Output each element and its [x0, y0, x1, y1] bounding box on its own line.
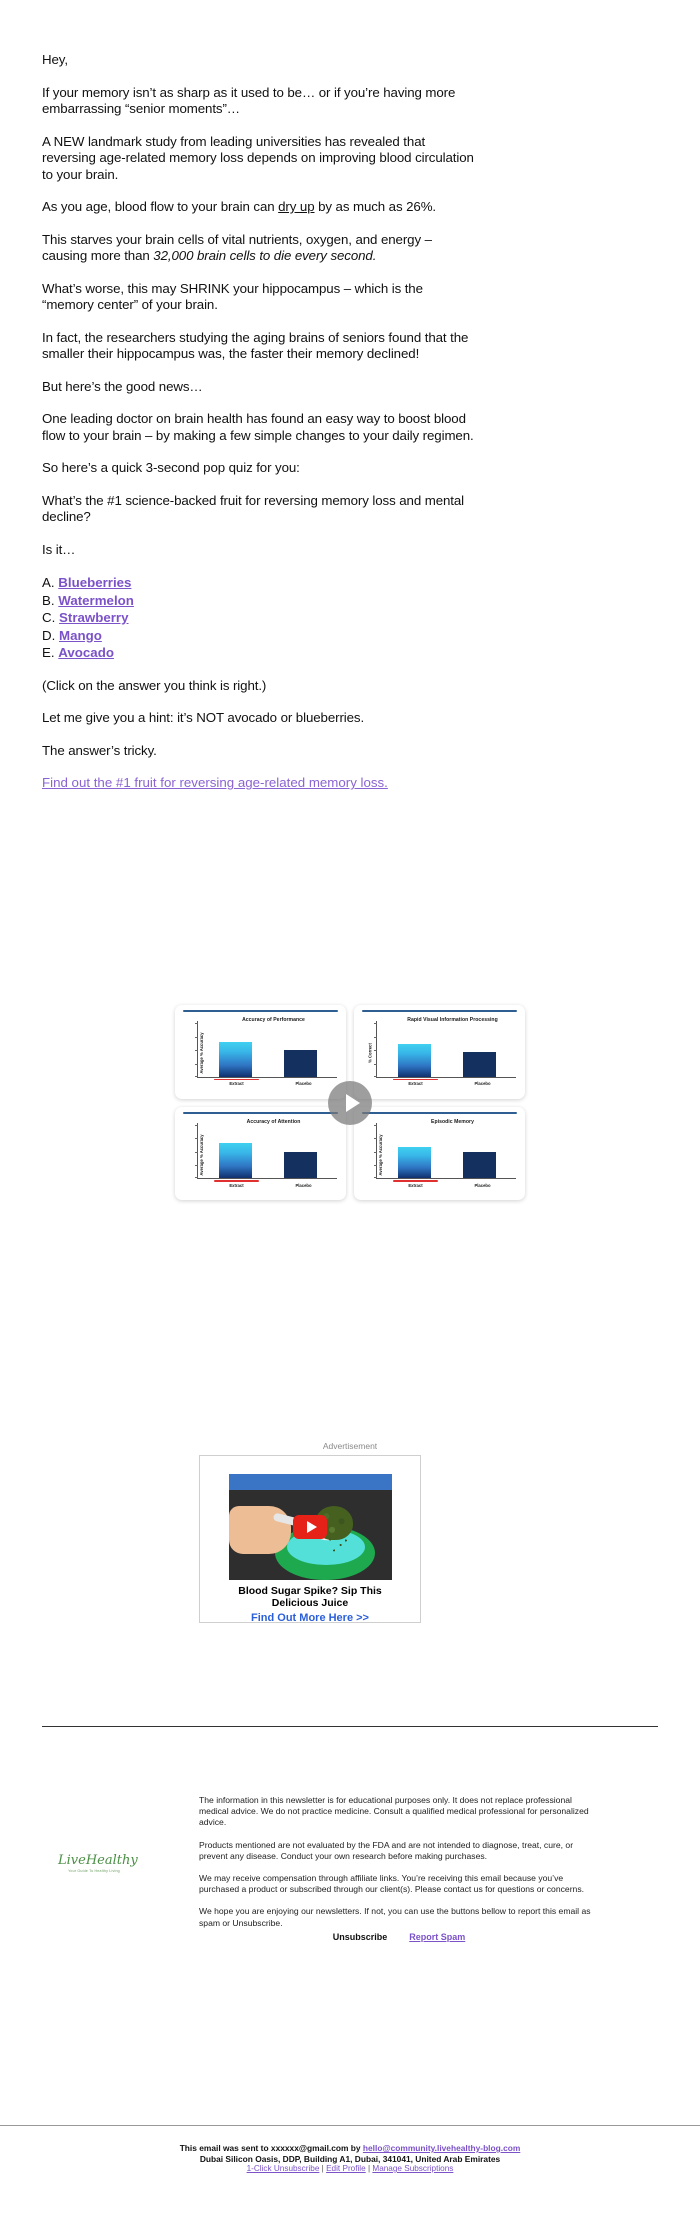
- paragraph-7: But here’s the good news…: [42, 378, 203, 394]
- chart-y-tick: [374, 1177, 377, 1178]
- chart-y-tick: [374, 1125, 377, 1126]
- paragraph-4-lead: This starves your brain cells of vital nutrients, oxygen, and energy – causing more than: [42, 231, 432, 263]
- youtube-play-icon: [307, 1521, 317, 1533]
- quiz-question: What’s the #1 science-backed fruit for reversing memory loss and mental decline?: [42, 492, 465, 524]
- chart-top-accent-bar: [362, 1112, 517, 1114]
- sent-to-prefix: This email was sent to: [179, 2143, 271, 2153]
- chart-category-label: Extract: [229, 1081, 244, 1087]
- chart-y-tick: [374, 1064, 377, 1065]
- bar-placebo: [284, 1050, 318, 1077]
- brain-cells-italic: 32,000 brain cells to die every second.: [153, 248, 377, 263]
- chart-y-tick: [195, 1177, 198, 1178]
- chart-title: Accuracy of Performance: [242, 1017, 305, 1023]
- redacted-brand-bar: [393, 1079, 439, 1081]
- chart-y-axis: [197, 1021, 198, 1078]
- youtube-play-button[interactable]: [293, 1515, 327, 1539]
- advertisement-headline-line1: Blood Sugar Spike? Sip This: [238, 1585, 382, 1597]
- chart-bars: [382, 1123, 512, 1179]
- answer-link-watermelon[interactable]: Watermelon: [58, 592, 134, 608]
- advertisement-headline-line2: Delicious Juice: [271, 1597, 349, 1609]
- brand-logo-tagline: Your Guide To Healthy Living: [68, 1869, 120, 1873]
- spacer: [281, 1180, 327, 1182]
- link-separator-1: |: [319, 2164, 327, 2173]
- is-it-lead-in: Is it…: [42, 541, 76, 557]
- chart-bars: [203, 1021, 333, 1077]
- chart-plot-area: [197, 1021, 337, 1078]
- chart-card-accuracy-of-performance: [175, 1005, 346, 1099]
- chart-y-tick: [195, 1138, 198, 1139]
- footer-paragraph-newsletter: We hope you are enjoying our newsletters. If not, you can use the buttons bellow to report this email as spam or Unsubscribe.: [199, 1906, 591, 1928]
- bottom-links-row: [0, 2164, 700, 2173]
- chart-category-label: Extract: [408, 1182, 423, 1188]
- recipient-email: xxxxxx@gmail.com: [270, 2143, 349, 2153]
- chart-y-tick: [374, 1050, 377, 1051]
- chart-y-axis-label: Average % Accuracy: [199, 1032, 205, 1074]
- chart-category-label: Placebo: [474, 1182, 491, 1188]
- chart-y-axis: [376, 1123, 377, 1180]
- link-separator-2: |: [365, 2164, 373, 2173]
- chart-x-axis: [376, 1077, 516, 1078]
- chart-category-label: Placebo: [295, 1182, 312, 1188]
- chart-y-tick: [374, 1076, 377, 1077]
- redacted-brand-bar: [214, 1180, 260, 1182]
- section-divider: [42, 1726, 658, 1727]
- answer-letter-b: B.: [42, 592, 55, 608]
- email-body: [42, 52, 478, 808]
- chart-y-axis-label: Average % Accuracy: [199, 1134, 205, 1176]
- study-charts-video[interactable]: [175, 1005, 525, 1200]
- spacer: [281, 1079, 327, 1081]
- chart-y-tick: [195, 1165, 198, 1166]
- list-item: [42, 609, 478, 627]
- chart-y-tick: [195, 1076, 198, 1077]
- bar-placebo: [284, 1152, 318, 1178]
- chart-category-labels: [203, 1079, 337, 1091]
- paragraph-2: A NEW landmark study from leading universities has revealed that reversing age-related memory loss depends on improving blood circulation to your brain.: [42, 133, 474, 182]
- chart-category-placebo: [456, 1079, 510, 1091]
- advertisement-headline: [209, 1585, 411, 1609]
- chart-top-accent-bar: [183, 1010, 338, 1012]
- chart-category-labels: [203, 1180, 337, 1192]
- bottom-info-block: [0, 2143, 700, 2173]
- unsubscribe-label[interactable]: Unsubscribe: [332, 1932, 388, 1942]
- advertisement-box[interactable]: [199, 1455, 421, 1623]
- click-instruction: (Click on the answer you think is right.): [42, 677, 267, 693]
- advertisement-cta-link[interactable]: Find Out More Here >>: [251, 1612, 369, 1624]
- chart-title: Accuracy of Attention: [246, 1118, 301, 1125]
- report-spam-link[interactable]: Report Spam: [409, 1932, 466, 1942]
- answer-link-strawberry[interactable]: Strawberry: [59, 610, 129, 625]
- play-icon: [346, 1094, 360, 1112]
- chart-category-label: Placebo: [295, 1081, 312, 1087]
- spacer: [460, 1180, 506, 1182]
- chart-inner: [359, 1015, 520, 1092]
- redacted-brand-bar: [393, 1180, 439, 1182]
- chart-y-tick: [374, 1037, 377, 1038]
- chart-card-rapid-visual-information-processing: [354, 1005, 525, 1099]
- sender-email-link[interactable]: hello@community.livehealthy-blog.com: [362, 2143, 521, 2153]
- answer-link-avocado[interactable]: Avocado: [58, 645, 114, 660]
- chart-category-placebo: [456, 1180, 510, 1192]
- chart-y-tick: [195, 1152, 198, 1153]
- footer-disclaimer-column: [199, 1795, 599, 1940]
- bar-extract: [398, 1044, 432, 1076]
- chart-y-tick: [195, 1050, 198, 1051]
- thumbnail-powder-sprinkle: [325, 1536, 351, 1554]
- paragraph-4: [42, 232, 478, 265]
- chart-category-placebo: [277, 1079, 331, 1091]
- hint-text: Let me give you a hint: it’s NOT avocado or blueberries.: [42, 710, 365, 725]
- chart-inner: [359, 1117, 520, 1194]
- chart-category-label: Placebo: [474, 1081, 491, 1087]
- chart-plot-area: [376, 1123, 516, 1180]
- edit-profile-link[interactable]: Edit Profile: [326, 2164, 366, 2173]
- brand-logo: [58, 1853, 138, 1873]
- chart-y-tick: [195, 1125, 198, 1126]
- chart-category-label: Extract: [408, 1081, 423, 1087]
- video-play-button[interactable]: [328, 1081, 372, 1125]
- chart-y-tick: [374, 1138, 377, 1139]
- bar-extract: [398, 1147, 432, 1178]
- bottom-divider: [0, 2125, 700, 2126]
- chart-category-label: Extract: [229, 1182, 244, 1188]
- footer-paragraph-fda: Products mentioned are not evaluated by the FDA and are not intended to diagnose, treat, cure, or prevent any disease. Conduct your own research before making purchases.: [199, 1839, 574, 1861]
- chart-title: Episodic Memory: [431, 1118, 474, 1125]
- chart-title: Rapid Visual Information Processing: [407, 1017, 498, 1023]
- bar-placebo: [463, 1152, 497, 1178]
- footer-paragraph-medical: The information in this newsletter is for educational purposes only. It does not replace professional medical advice. We do not practice medicine. Consult a qualified medical professional for personalized advice.: [199, 1795, 589, 1828]
- tricky-text: The answer’s tricky.: [42, 742, 157, 758]
- answer-options-list: [42, 574, 478, 662]
- chart-x-axis: [197, 1178, 337, 1179]
- paragraph-3-lead: As you age, blood flow to your brain can: [42, 199, 279, 214]
- chart-card-accuracy-of-attention: [175, 1107, 346, 1201]
- answer-letter-c: C.: [42, 610, 56, 625]
- chart-y-tick: [374, 1023, 377, 1024]
- footer-action-links: [199, 1932, 599, 1942]
- list-item: [42, 592, 478, 610]
- chart-top-accent-bar: [183, 1112, 338, 1114]
- chart-x-axis: [376, 1178, 516, 1179]
- answer-link-mango[interactable]: Mango: [59, 627, 102, 643]
- chart-inner: [180, 1117, 341, 1194]
- chart-category-placebo: [277, 1180, 331, 1192]
- chart-category-extract: [389, 1180, 443, 1192]
- manage-subscriptions-link[interactable]: Manage Subscriptions: [372, 2164, 454, 2173]
- chart-y-axis-label: % Correct: [367, 1043, 373, 1064]
- dry-up-underline: dry up: [278, 199, 315, 214]
- chart-plot-area: [376, 1021, 516, 1078]
- paragraph-9: So here’s a quick 3-second pop quiz for you:: [42, 460, 300, 475]
- chart-bars: [382, 1021, 512, 1077]
- paragraph-3-tail: by as much as 26%.: [314, 199, 437, 214]
- bar-extract: [219, 1143, 253, 1178]
- chart-y-axis: [197, 1123, 198, 1180]
- bottom-sent-to-line: [0, 2143, 700, 2154]
- chart-y-tick: [195, 1064, 198, 1065]
- list-item: [42, 627, 478, 645]
- chart-y-tick: [374, 1165, 377, 1166]
- chart-plot-area: [197, 1123, 337, 1180]
- bar-placebo: [463, 1052, 497, 1076]
- chart-y-tick: [195, 1037, 198, 1038]
- chart-y-axis-label: Average % Accuracy: [378, 1134, 384, 1176]
- chart-category-labels: [382, 1180, 516, 1192]
- brand-logo-name: LiveHealthy: [58, 1853, 138, 1868]
- one-click-unsubscribe-link[interactable]: 1-Click Unsubscribe: [246, 2164, 320, 2173]
- chart-card-episodic-memory: [354, 1107, 525, 1201]
- paragraph-8: One leading doctor on brain health has found an easy way to boost blood flow to your brain – by making a few simple changes to your daily regimen.: [42, 411, 474, 443]
- chart-category-extract: [389, 1079, 443, 1091]
- paragraph-5: What’s worse, this may SHRINK your hippocampus – which is the “memory center” of your brain.: [42, 280, 423, 312]
- chart-y-tick: [195, 1023, 198, 1024]
- chart-y-axis: [376, 1021, 377, 1078]
- paragraph-3: [42, 199, 478, 216]
- footer-paragraph-affiliate: We may receive compensation through affiliate links. You’re receiving this email because you’ve purchased a product or subscribed through our client(s). Please contact us for questions or concerns.: [199, 1873, 585, 1895]
- advertisement-label: Advertisement: [322, 1441, 378, 1451]
- bottom-address-line: Dubai Silicon Oasis, DDP, Building A1, Dubai, 341041, United Arab Emirates: [199, 2153, 501, 2164]
- bar-extract: [219, 1042, 253, 1076]
- chart-inner: [180, 1015, 341, 1092]
- chart-category-extract: [210, 1079, 264, 1091]
- list-item: [42, 644, 478, 662]
- chart-x-axis: [197, 1077, 337, 1078]
- answer-link-blueberries[interactable]: Blueberries: [58, 575, 132, 590]
- paragraph-1: If your memory isn’t as sharp as it used to be… or if you’re having more embarrassing “senior moments”…: [42, 84, 456, 116]
- greeting: Hey,: [42, 52, 68, 67]
- advertisement-video-thumbnail[interactable]: [229, 1474, 392, 1580]
- answer-letter-d: D.: [42, 627, 56, 643]
- chart-top-accent-bar: [362, 1010, 517, 1012]
- chart-category-labels: [382, 1079, 516, 1091]
- cta-link-find-out[interactable]: Find out the #1 fruit for reversing age-related memory loss.: [42, 775, 388, 790]
- chart-y-tick: [374, 1152, 377, 1153]
- chart-category-extract: [210, 1180, 264, 1192]
- spacer: [460, 1079, 506, 1081]
- by-text: by: [348, 2143, 363, 2153]
- paragraph-6: In fact, the researchers studying the aging brains of seniors found that the smaller their hippocampus was, the faster their memory declined!: [42, 329, 469, 361]
- redacted-brand-bar: [214, 1079, 260, 1081]
- answer-letter-e: E.: [42, 645, 55, 660]
- answer-letter-a: A.: [42, 575, 55, 590]
- cta-paragraph: [42, 775, 478, 792]
- list-item: [42, 574, 478, 592]
- chart-bars: [203, 1123, 333, 1179]
